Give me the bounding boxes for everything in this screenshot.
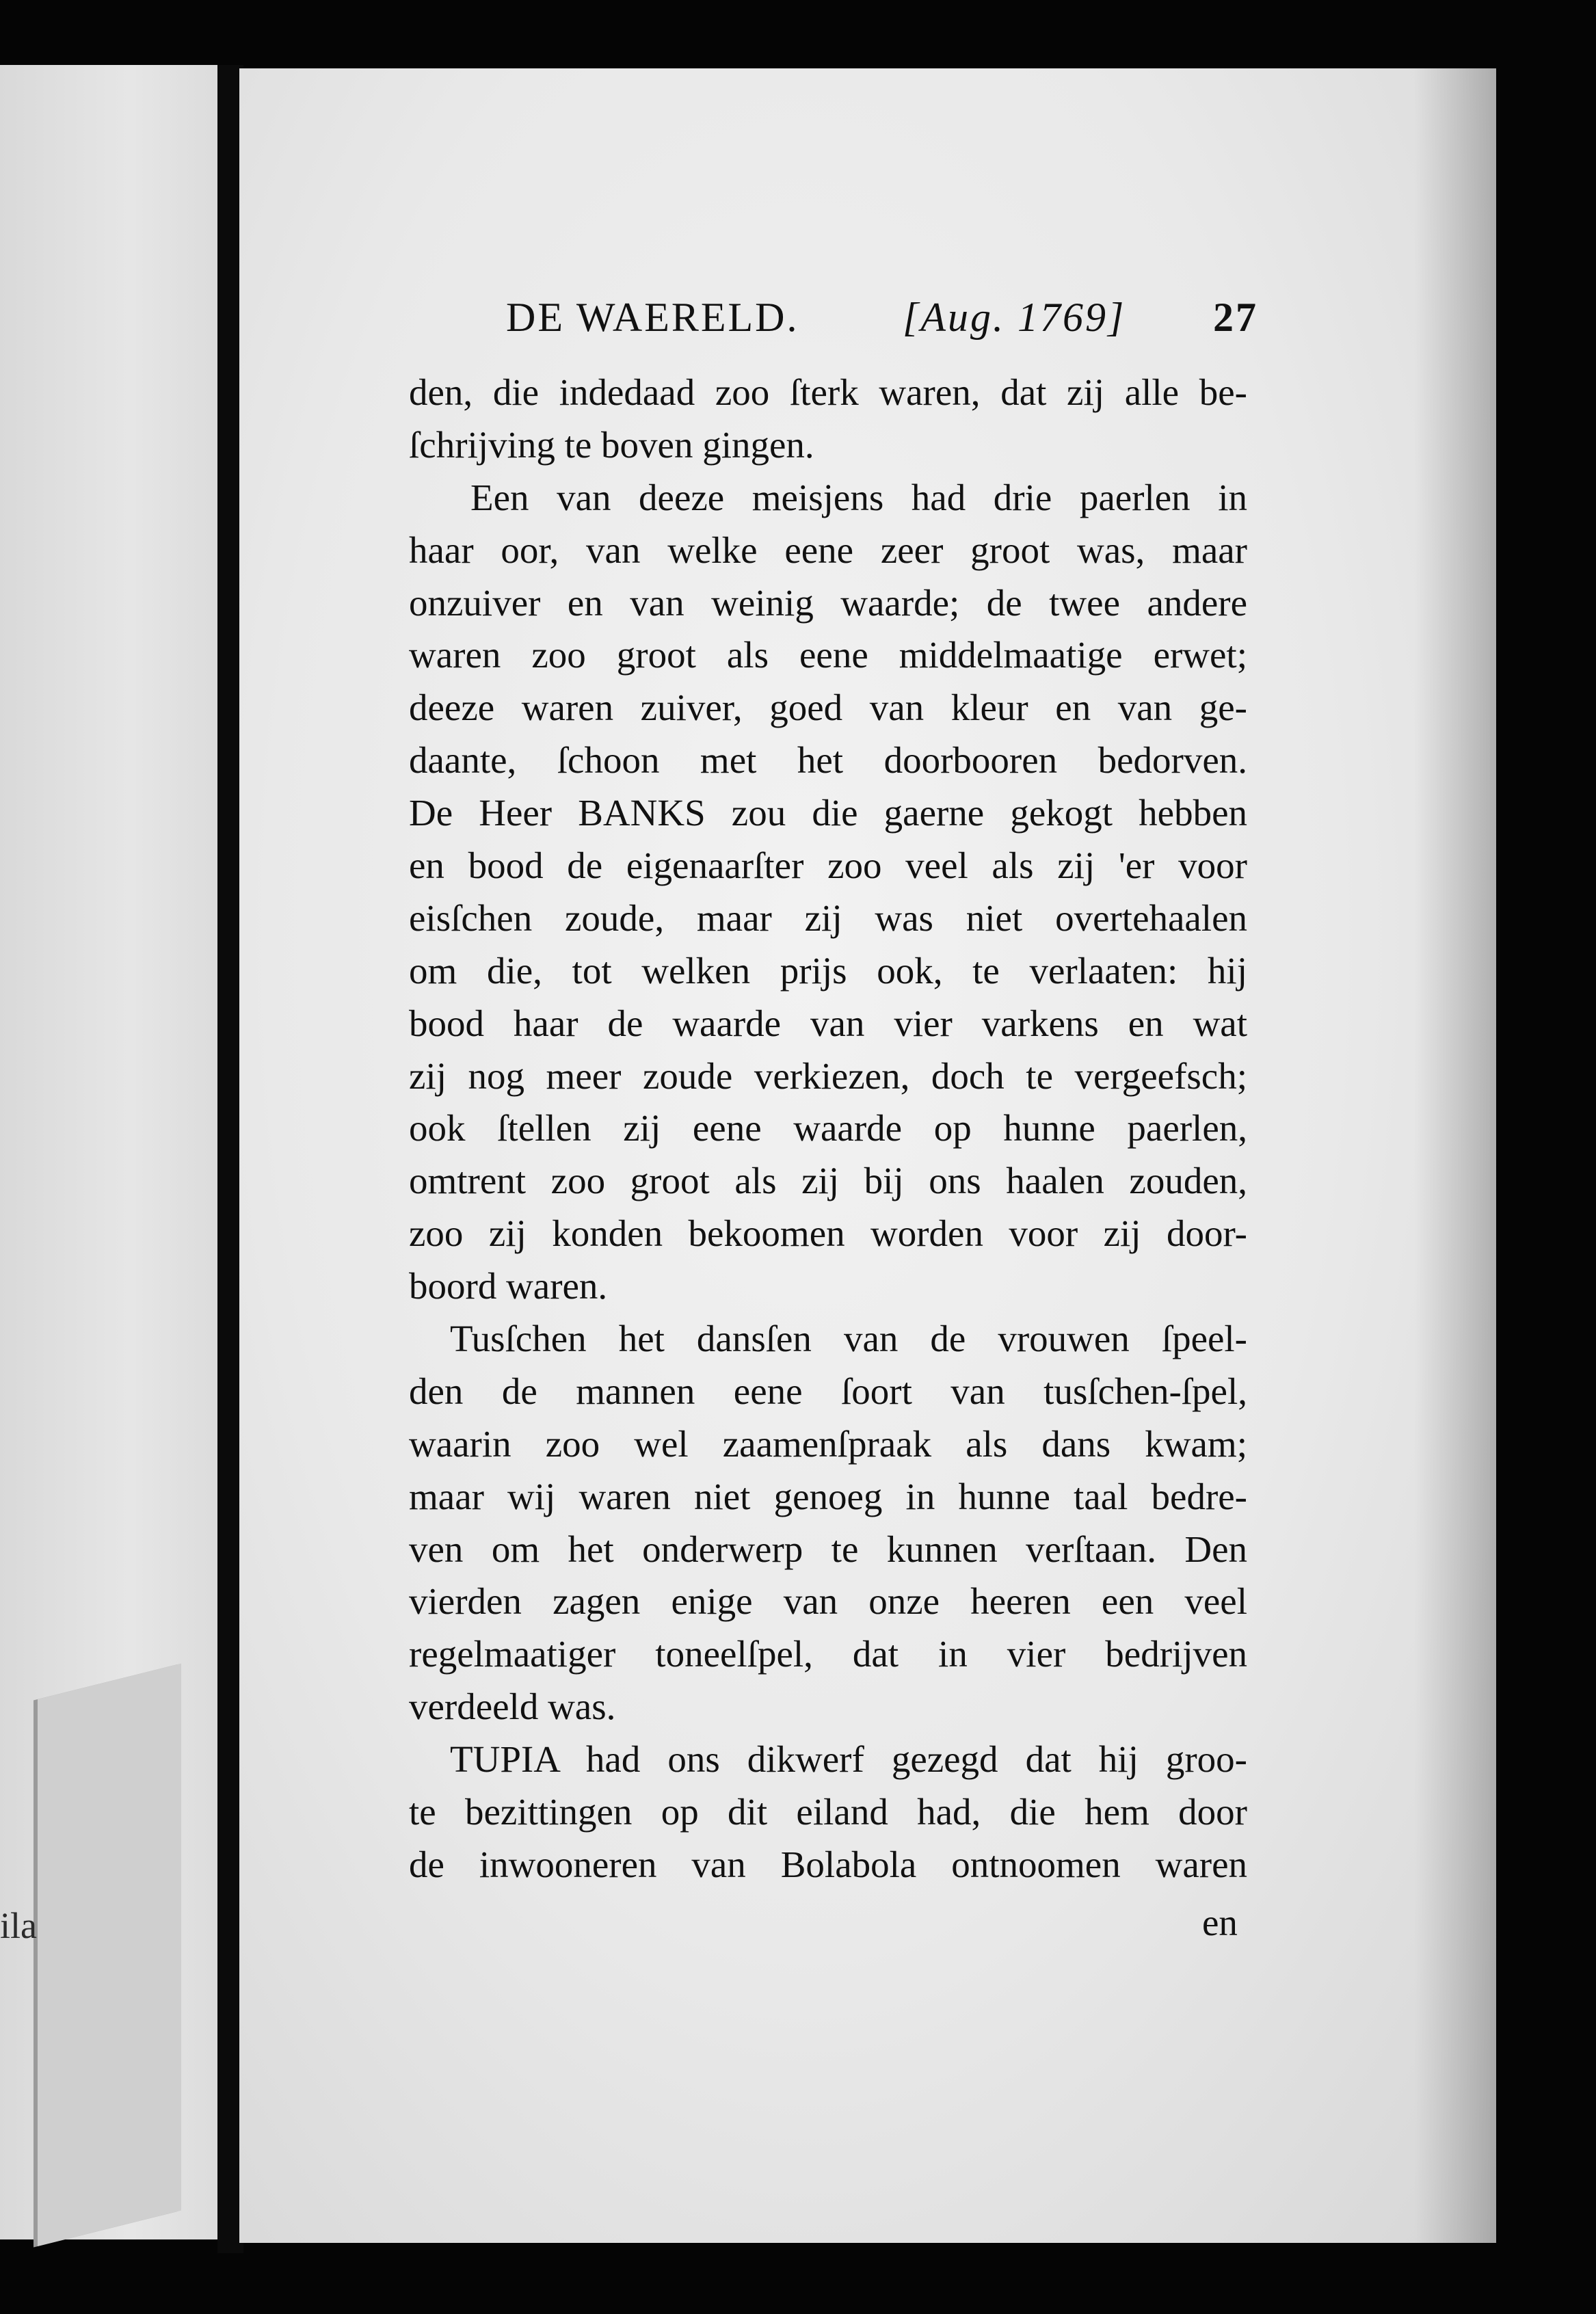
text-line: haar oor, van welke eene zeer groot was, maar bbox=[409, 529, 1247, 571]
running-date: [Aug. 1769] bbox=[903, 295, 1126, 340]
facing-page-text-fragment: ila bbox=[0, 1905, 37, 1946]
text-line: Een van deeze meisjens had drie paerlen in bbox=[470, 476, 1247, 518]
running-title: DE WAERELD. bbox=[506, 295, 799, 340]
text-line: De Heer BANKS zou die gaerne gekogt hebben bbox=[409, 792, 1247, 834]
catchword: en bbox=[1202, 1902, 1238, 1943]
text-line: regelmaatiger toneelſpel, dat in vier bedrijven bbox=[409, 1633, 1247, 1675]
text-line: TUPIA had ons dikwerf gezegd dat hij groo- bbox=[450, 1738, 1247, 1781]
text-line: daante, ſchoon met het doorbooren bedorven. bbox=[409, 739, 1247, 782]
text-line: deeze waren zuiver, goed van kleur en van ge- bbox=[409, 687, 1247, 729]
text-line: de inwooneren van Bolabola ontnoomen waren bbox=[409, 1843, 1247, 1885]
text-line: verdeeld was. bbox=[409, 1686, 616, 1728]
folded-page-corner bbox=[38, 1664, 181, 2246]
text-line: om die, tot welken prijs ook, te verlaaten: hij bbox=[409, 949, 1247, 992]
text-line: den de mannen eene ſoort van tusſchen-ſpel, bbox=[409, 1370, 1247, 1412]
text-line: te bezittingen op dit eiland had, die hem door bbox=[409, 1791, 1247, 1833]
text-line: boord waren. bbox=[409, 1265, 608, 1307]
page-edge-shadow bbox=[1414, 68, 1496, 2243]
text-line: Tusſchen het dansſen van de vrouwen ſpeel- bbox=[450, 1318, 1247, 1360]
text-line: zoo zij konden bekoomen worden voor zij door- bbox=[409, 1212, 1247, 1255]
text-line: den, die indedaad zoo ſterk waren, dat zij alle be- bbox=[409, 371, 1247, 413]
text-line: waren zoo groot als eene middelmaatige erwet; bbox=[409, 634, 1247, 676]
text-line: bood haar de waarde van vier varkens en wat bbox=[409, 1002, 1247, 1044]
text-line: ſchrijving te boven gingen. bbox=[409, 423, 814, 466]
running-header bbox=[506, 294, 1258, 349]
page-number: 27 bbox=[1213, 295, 1258, 340]
text-line: ven om het onderwerp te kunnen verſtaan. Den bbox=[409, 1528, 1247, 1570]
text-line: vierden zagen enige van onze heeren een veel bbox=[409, 1580, 1247, 1623]
text-line: eisſchen zoude, maar zij was niet overtehaalen bbox=[409, 896, 1247, 939]
facing-page bbox=[0, 65, 217, 2239]
body-text bbox=[409, 367, 1247, 1891]
text-line: maar wij waren niet genoeg in hunne taal bedre- bbox=[409, 1475, 1247, 1517]
text-line: ook ſtellen zij eene waarde op hunne paerlen, bbox=[409, 1107, 1247, 1149]
text-line: omtrent zoo groot als zij bij ons haalen zouden, bbox=[409, 1160, 1247, 1202]
text-line: onzuiver en van weinig waarde; de twee andere bbox=[409, 581, 1247, 624]
text-line: waarin zoo wel zaamenſpraak als dans kwam; bbox=[409, 1422, 1247, 1465]
text-line: zij nog meer zoude verkiezen, doch te vergeefsch; bbox=[409, 1054, 1247, 1097]
text-line: en bood de eigenaarſter zoo veel als zij 'er voor bbox=[409, 845, 1247, 887]
